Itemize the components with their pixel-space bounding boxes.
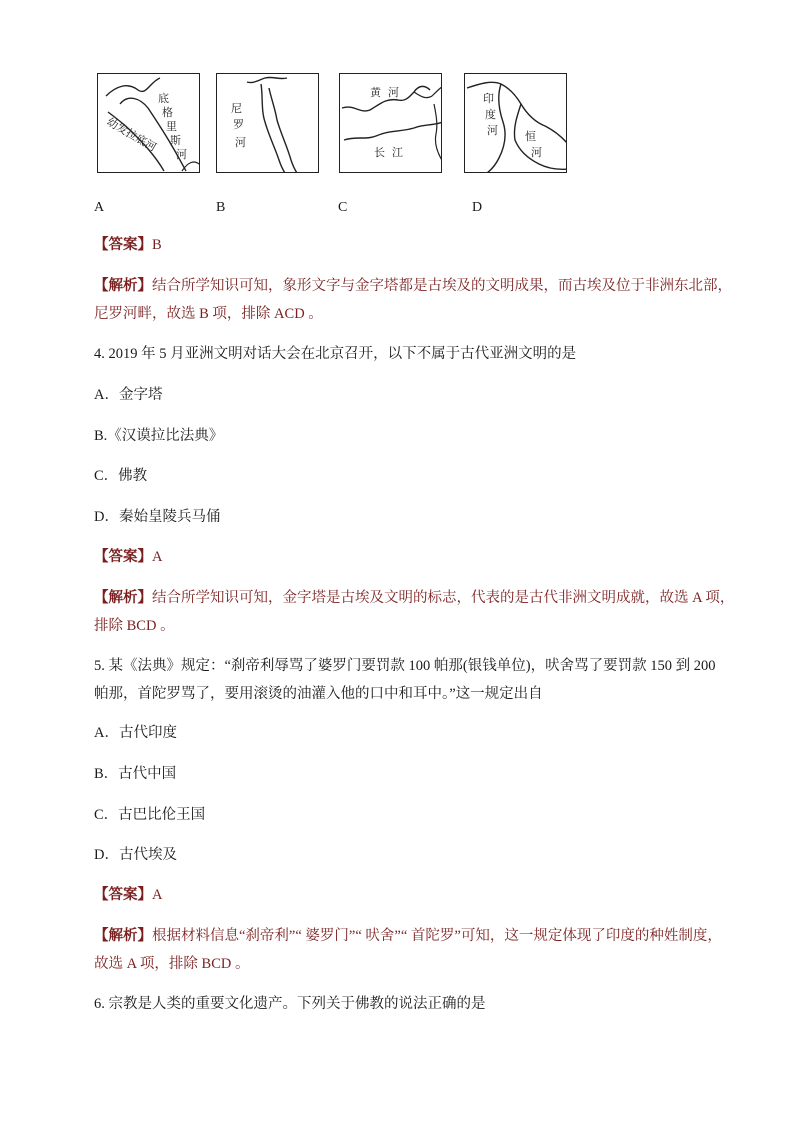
map-c-label-3: 长 xyxy=(374,146,385,159)
q5-option-d: D．古代埃及 xyxy=(94,847,177,863)
map-option-c-letter: C xyxy=(338,200,348,215)
q5-stem-line1: 5. 某《法典》规定：“刹帝利辱骂了婆罗门要罚款 100 帕那(银钱单位)，吠舍骂了要罚款 150 到 200 xyxy=(94,658,716,674)
map-a-mesopotamia xyxy=(97,73,200,173)
q4-analysis-line1 xyxy=(94,587,734,609)
q4-option-d: D．秦始皇陵兵马俑 xyxy=(94,509,221,525)
map-d-india xyxy=(464,73,567,173)
analysis-tag: 【解析】 xyxy=(94,278,152,294)
answer-tag: 【答案】 xyxy=(94,237,152,253)
q4-stem: 4. 2019 年 5 月亚洲文明对话大会在北京召开，以下不属于古代亚洲文明的是 xyxy=(94,346,577,362)
q5-option-a: A．古代印度 xyxy=(94,725,177,741)
analysis-tag: 【解析】 xyxy=(94,928,152,944)
analysis-text: 结合所学知识可知，象形文字与金字塔都是古埃及的文明成果，而古埃及位于非洲东北部， xyxy=(152,278,732,294)
map-c-china xyxy=(339,73,442,173)
map-a-label-4: 斯 xyxy=(170,134,181,147)
answer-value: A xyxy=(152,549,163,565)
map-d-drawing xyxy=(465,74,567,173)
map-c-drawing xyxy=(340,74,442,173)
map-c-label-4: 江 xyxy=(392,146,403,159)
q5-stem-line2: 帕那，首陀罗骂了，要用滚烫的油灌入他的口中和耳中。”这一规定出自 xyxy=(94,686,543,702)
analysis-tag: 【解析】 xyxy=(94,590,152,606)
analysis-text: 结合所学知识可知，金字塔是古埃及文明的标志，代表的是古代非洲文明成就，故选 A 项， xyxy=(152,590,735,606)
map-a-label-5: 河 xyxy=(176,148,187,161)
map-d-label-5: 河 xyxy=(531,146,542,159)
map-b-label-3: 河 xyxy=(235,136,246,149)
map-options-figure xyxy=(94,73,574,173)
q4-option-a: A．金字塔 xyxy=(94,387,163,403)
map-d-label-4: 恒 xyxy=(525,130,536,143)
map-a-drawing xyxy=(98,74,200,173)
answer-value: A xyxy=(152,887,163,903)
map-c-label-1: 黄 xyxy=(370,86,381,99)
q5-answer xyxy=(94,884,162,906)
map-b-label-1: 尼 xyxy=(231,102,242,115)
q5-analysis-line1 xyxy=(94,925,722,947)
q4-answer xyxy=(94,546,162,568)
answer-tag: 【答案】 xyxy=(94,549,152,565)
q4-analysis-line2: 排除 BCD 。 xyxy=(94,618,175,634)
answer-tag: 【答案】 xyxy=(94,887,152,903)
q5-option-b: B．古代中国 xyxy=(94,766,177,782)
q4-option-b: B.《汉谟拉比法典》 xyxy=(94,428,224,444)
map-b-drawing xyxy=(217,74,319,173)
map-option-b-letter: B xyxy=(216,200,226,215)
map-a-label-1: 底 xyxy=(158,92,169,105)
map-a-label-2: 格 xyxy=(162,106,173,119)
q5-option-c: C．古巴比伦王国 xyxy=(94,807,206,823)
map-d-label-3: 河 xyxy=(487,124,498,137)
map-option-a-letter: A xyxy=(94,200,105,215)
q6-stem: 6. 宗教是人类的重要文化遗产。下列关于佛教的说法正确的是 xyxy=(94,996,486,1012)
answer-value: B xyxy=(152,237,162,253)
map-b-nile xyxy=(216,73,319,173)
map-option-d-letter: D xyxy=(472,200,483,215)
q4-option-c: C．佛教 xyxy=(94,468,148,484)
map-d-label-2: 度 xyxy=(485,108,496,121)
map-b-label-2: 罗 xyxy=(233,118,244,131)
map-d-label-1: 印 xyxy=(483,92,494,105)
map-a-label-3: 里 xyxy=(166,120,177,133)
analysis-text: 根据材料信息“刹帝利”“ 婆罗门”“ 吠舍”“ 首陀罗”可知，这一规定体现了印度的种姓制度， xyxy=(152,928,722,944)
q3-analysis-line1 xyxy=(94,275,732,297)
q3-analysis-line2: 尼罗河畔，故选 B 项，排除 ACD 。 xyxy=(94,306,323,322)
q5-analysis-line2: 故选 A 项，排除 BCD 。 xyxy=(94,956,250,972)
map-c-label-2: 河 xyxy=(388,86,399,99)
map-a-label-euphrates: 幼发拉底河 xyxy=(104,115,159,155)
q3-answer xyxy=(94,234,162,256)
